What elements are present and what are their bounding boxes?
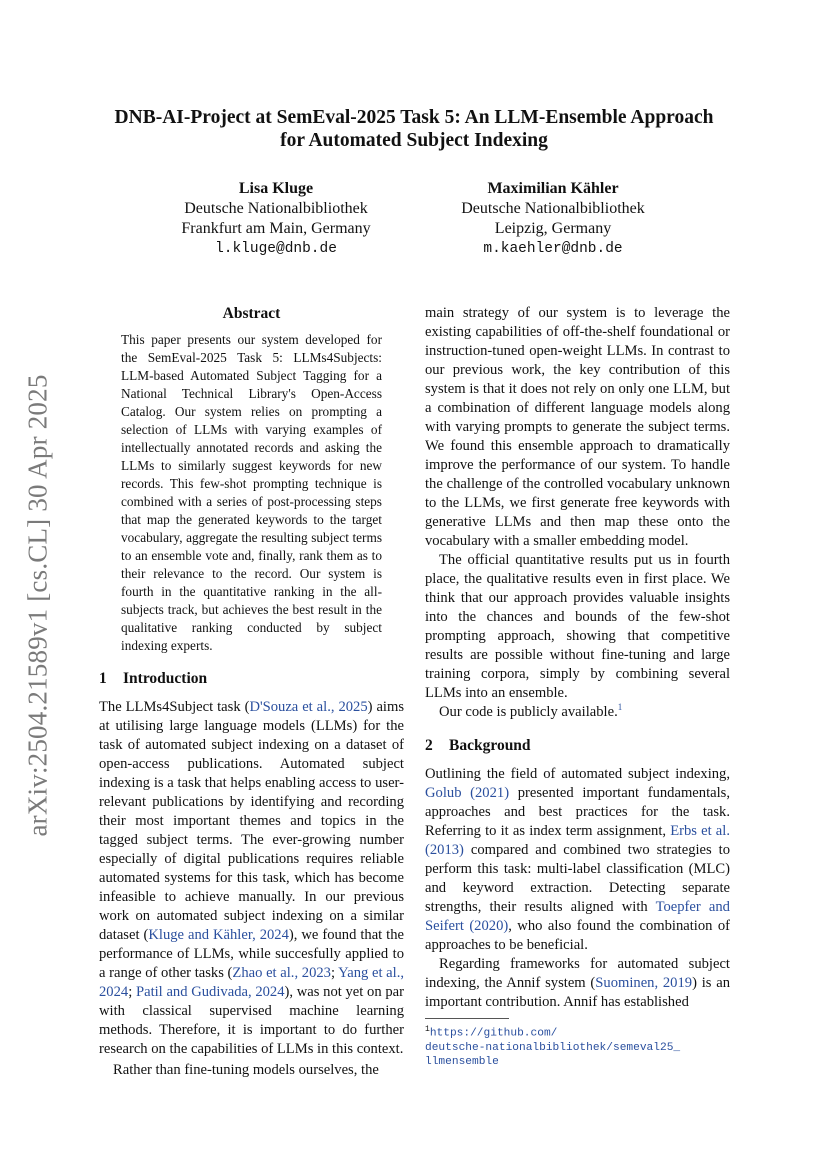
title-line-1: DNB-AI-Project at SemEval-2025 Task 5: An LLM-Ensemble Approach <box>114 107 714 128</box>
citation-link[interactable]: Erbs et al. (2013) <box>425 823 730 858</box>
section-title: Background <box>449 737 531 754</box>
arxiv-identifier-text: arXiv:2504.21589v1 [cs.CL] 30 Apr 2025 <box>22 373 53 837</box>
section-number: 2 <box>425 737 433 754</box>
author-affiliation: Deutsche Nationalbibliothek <box>461 200 645 217</box>
text-run: Our code is publicly available. <box>439 704 618 720</box>
right-column <box>425 304 730 1069</box>
section-heading-background <box>425 736 730 755</box>
text-run: , who also found the combination of approaches to be beneficial. <box>425 918 730 953</box>
paper-title <box>80 106 748 152</box>
citation-link[interactable]: Toepfer and Seifert (2020) <box>425 899 730 934</box>
author-name: Lisa Kluge <box>238 180 314 197</box>
abstract-text: This paper presents our system developed for the SemEval-2025 Task 5: LLMs4Subjects: LLM-based Automated Subject Tagging for a National Technical Library's Open-Access Catalog. Our system relies on prompting a selection of LLMs with varying examples of intellectually annotated records and asking the LLMs to similarly suggest keywords for new records. This few-shot prompting technique is combined with a series of post-processing steps that map the generated keywords to the target vocabulary, aggregate the resulting subject terms to an ensemble vote and, finally, rank them as to their relevance to the record. Our system is fourth in the quantitative ranking in the all-subjects track, but achieves the best result in the qualitative ranking conducted by subject indexing experts. <box>121 332 382 653</box>
left-column <box>99 304 404 1080</box>
text-run: ; <box>128 984 136 1000</box>
citation-link[interactable]: Suominen, 2019 <box>595 975 693 991</box>
abstract-heading: Abstract <box>222 305 281 322</box>
footnote-number: 1 <box>425 1025 430 1034</box>
citation-link[interactable]: Zhao et al., 2023 <box>232 965 331 981</box>
section-title: Introduction <box>123 670 208 687</box>
author-block-2 <box>403 179 703 259</box>
intro-paragraph-4 <box>425 703 730 722</box>
footnote-marker[interactable]: 1 <box>617 702 623 713</box>
footnote-url-line-2[interactable]: deutsche-nationalbibliothek/semeval25_ <box>425 1041 681 1054</box>
citation-link[interactable]: Patil and Gudivada, 2024 <box>135 984 285 1000</box>
footnote-url-line-3[interactable]: llmensemble <box>425 1055 499 1068</box>
text-run: The LLMs4Subject task ( <box>99 699 250 715</box>
text-run: ) aims at utilising large language models (LLMs) for the task of automated subject indexing on a dataset of open-access publications. Automated subject indexing is a task that helps enabling access to user-relevant publications by identifying and recording their most important themes and topics in the tagged subject terms. The ever-growing number especially of digital publications requires reliable automated systems for this task, which has become infeasible to achieve manually. In our previous work on automated subject indexing on a similar dataset ( <box>99 699 405 943</box>
text-run: ), we found that the performance of LLMs, while succesfully applied to a range of other tasks ( <box>99 927 405 981</box>
citation-link[interactable]: D'Souza et al., 2025 <box>249 699 368 715</box>
text-run: ) is an important contribution. Annif has established <box>425 975 730 1010</box>
arxiv-identifier <box>18 360 58 850</box>
intro-paragraph-1 <box>99 698 404 1059</box>
footnote <box>425 1023 730 1069</box>
text-run: compared and combined two strategies to perform this task: multi-label classification (MLC) and keyword extraction. Detecting separate strengths, their results aligned with <box>425 842 730 915</box>
intro-paragraph-2-start: Rather than fine-tuning models ourselves, the <box>113 1062 379 1078</box>
author-email[interactable]: l.kluge@dnb.de <box>215 241 337 257</box>
author-location: Leipzig, Germany <box>494 220 612 237</box>
text-run: ), was not yet on par with classical supervised machine learning methods. Therefore, it is important to do further research on the capabilities of LLMs in this context. <box>99 984 404 1057</box>
text-run: ; <box>330 965 339 981</box>
section-number: 1 <box>99 670 107 687</box>
citation-link[interactable]: Kluge and Kähler, 2024 <box>148 927 289 943</box>
author-name: Maximilian Kähler <box>487 180 619 197</box>
citation-link[interactable]: Golub (2021) <box>425 785 510 801</box>
citation-link[interactable]: Yang et al., 2024 <box>99 965 404 1000</box>
footnote-divider <box>425 1018 509 1019</box>
intro-paragraph-3: The official quantitative results put us in fourth place, the qualitative results even in first place. We think that our approach provides valuable insights into the chances and bounds of the few-shot prompting approach, showing that competitive results are possible without fine-tuning and large training corpora, simply by combining several LLMs into an ensemble. <box>425 552 730 701</box>
intro-paragraph-2-continued: main strategy of our system is to leverage the existing capabilities of off-the-shelf foundational or instruction-tuned open-weight LLMs. In contrast to our previous work, the key contribution of this system is that it does not rely on only one LLM, but a combination of different language models along with varying prompts to generate the subject terms. We found this ensemble approach to dramatically improve the performance of our system. To handle the challenge of the controlled vocabulary unknown to the LLMs, we first generate free keywords with generative LLMs and then map these onto the vocabulary with a smaller embedding model. <box>425 305 730 549</box>
author-location: Frankfurt am Main, Germany <box>181 220 371 237</box>
text-run: Outlining the field of automated subject indexing, <box>425 766 730 782</box>
title-line-2: for Automated Subject Indexing <box>280 130 548 151</box>
footnote-url-line-1[interactable]: https://github.com/ <box>429 1027 558 1040</box>
section-heading-introduction <box>99 669 404 688</box>
author-block-1 <box>126 179 426 259</box>
background-paragraph-1 <box>425 765 730 955</box>
text-run: presented important fundamentals, approaches and best practices for the task. Referring to it as index term assignment, <box>425 785 730 839</box>
author-affiliation: Deutsche Nationalbibliothek <box>184 200 368 217</box>
background-paragraph-2 <box>425 955 730 1012</box>
author-email[interactable]: m.kaehler@dnb.de <box>483 241 623 257</box>
text-run: Regarding frameworks for automated subject indexing, the Annif system ( <box>425 956 730 991</box>
